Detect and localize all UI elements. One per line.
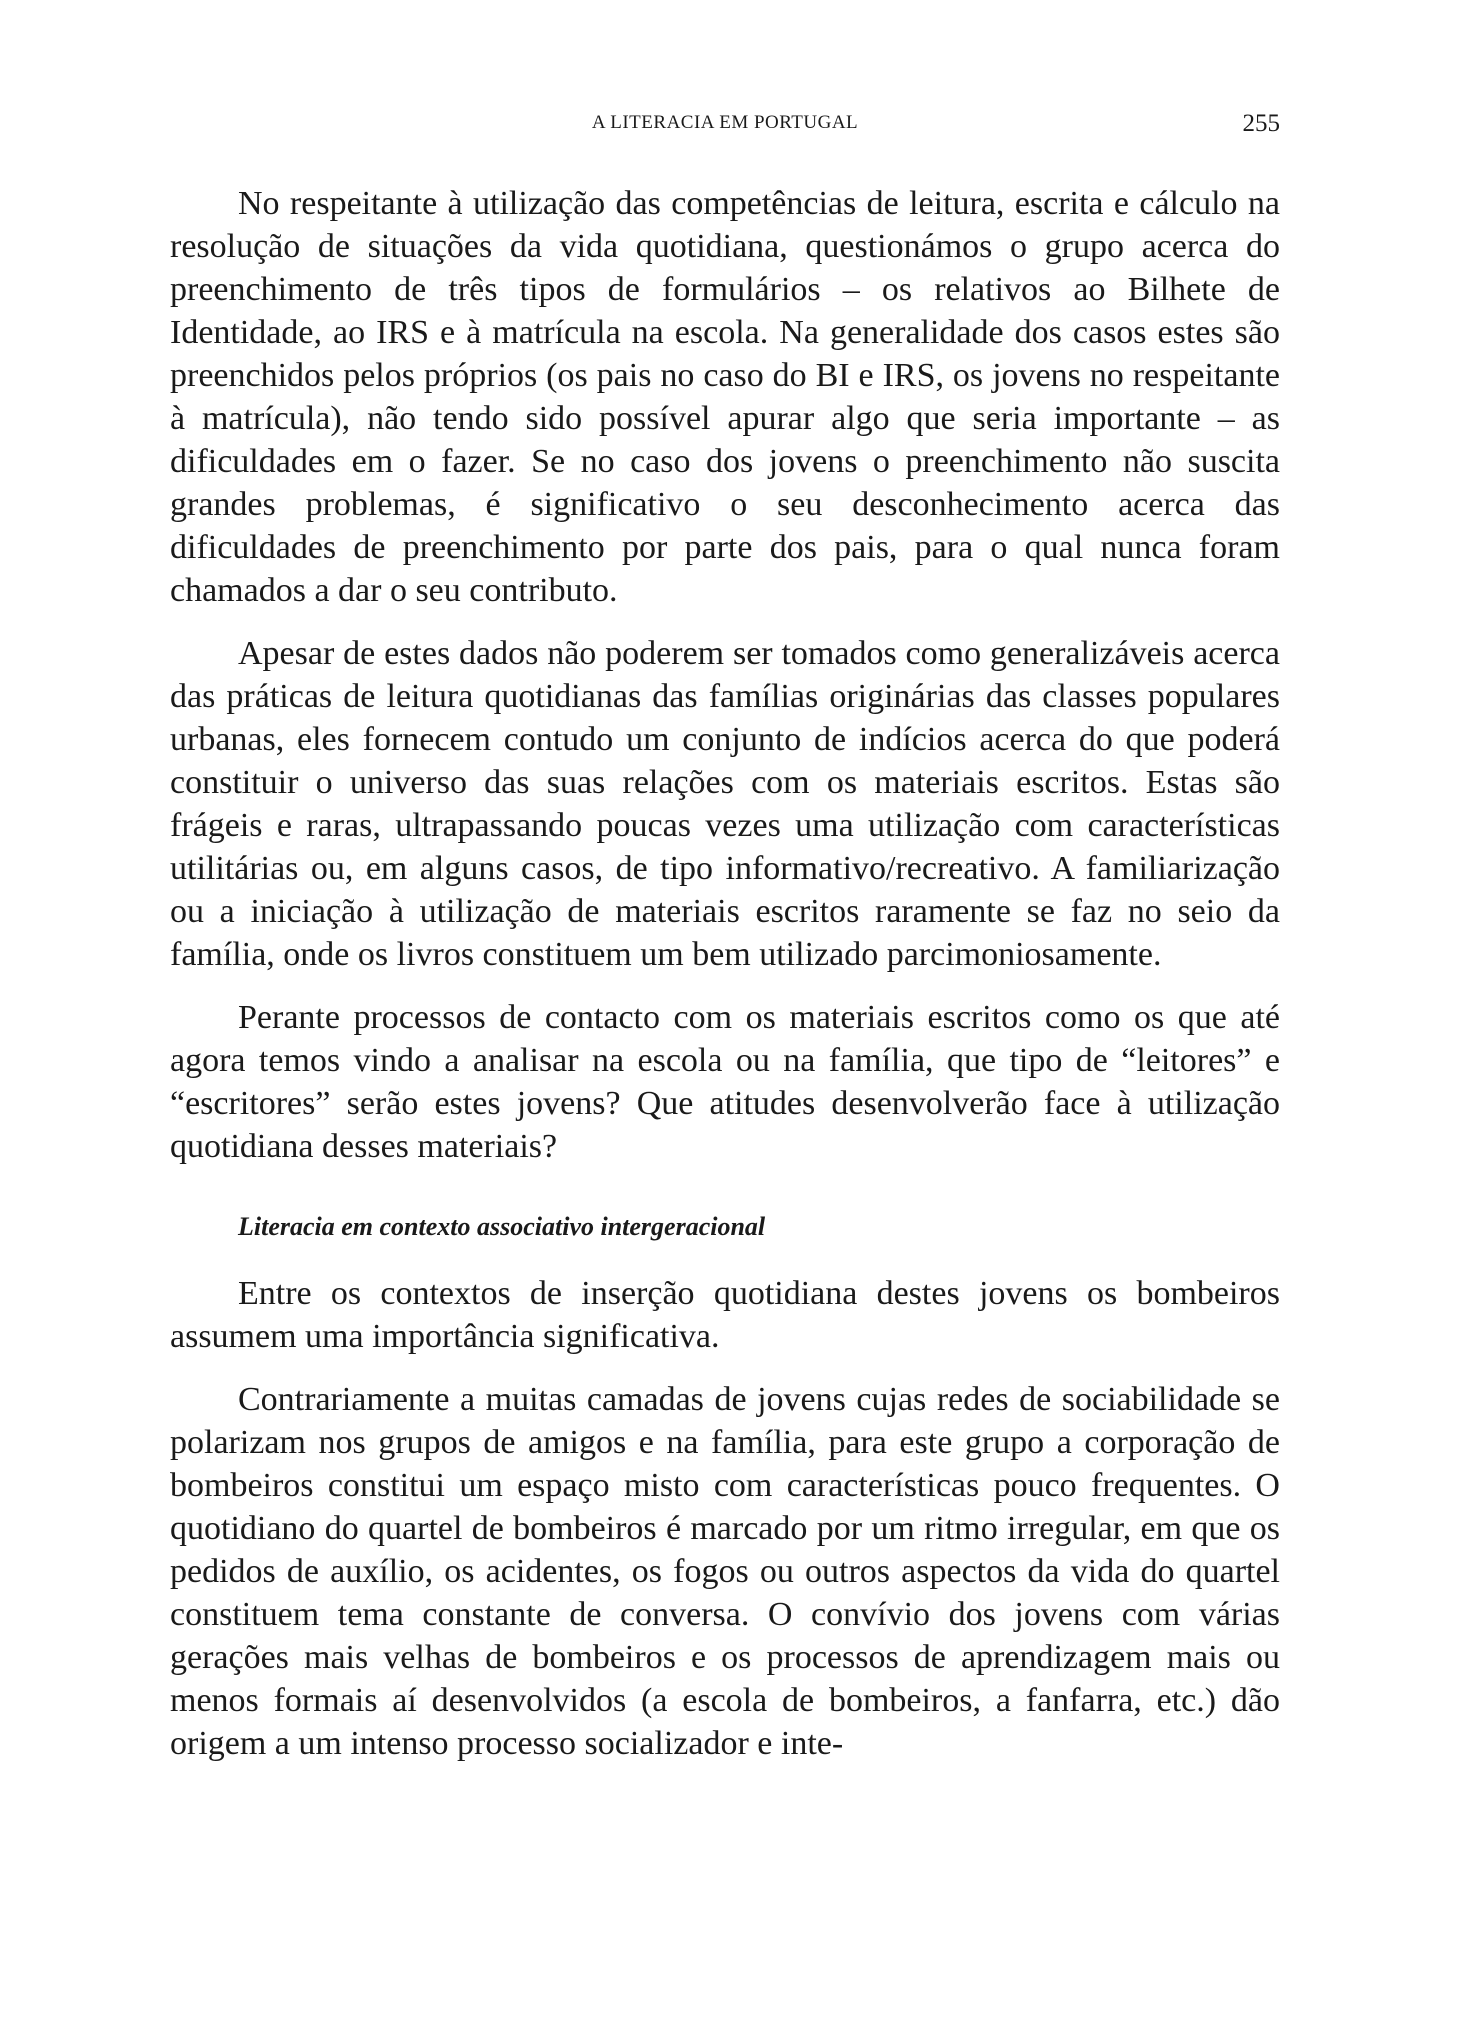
paragraph-readers-question: Perante processos de contacto com os materiais escritos como os que até agora temos vindo a analisar na escola ou na família, que tipo de “leitores” e “escritores” serão estes jovens? Que atitudes desenvolverão face à utilização quotidiana desses materiais? bbox=[170, 999, 1280, 1165]
body-text bbox=[170, 182, 1280, 1765]
running-title: A LITERACIA EM PORTUGAL bbox=[591, 112, 859, 133]
paragraph-firefighters-intro: Entre os contextos de inserção quotidiana destes jovens os bombeiros assumem uma importância significativa. bbox=[170, 1275, 1280, 1355]
section-heading: Literacia em contexto associativo intergeracional bbox=[238, 1212, 766, 1241]
paragraph-forms: No respeitante à utilização das competências de leitura, escrita e cálculo na resolução de situações da vida quotidiana, questionámos o grupo acerca do preenchimento de três tipos de formulários – os relativos ao Bilhete de Identidade, ao IRS e à matrícula na escola. Na generalidade dos casos estes são preenchidos pelos próprios (os pais no caso do BI e IRS, os jovens no respeitante à matrícula), não tendo sido possível apurar algo que seria importante – as dificuldades em o fazer. Se no caso dos jovens o preenchimento não suscita grandes problemas, é significativo o seu desconhecimento acerca das dificuldades de preenchimento por parte dos pais, para o qual nunca foram chamados a dar o seu contributo. bbox=[170, 185, 1280, 609]
page-number: 255 bbox=[1242, 110, 1280, 137]
paragraph-firefighters-sociability: Contrariamente a muitas camadas de jovens cujas redes de sociabilidade se polarizam nos grupos de amigos e na família, para este grupo a corporação de bombeiros constitui um espaço misto com características pouco frequentes. O quotidiano do quartel de bombeiros é marcado por um ritmo irregular, em que os pedidos de auxílio, os acidentes, os fogos ou outros aspectos da vida do quartel constituem tema constante de conversa. O convívio dos jovens com várias gerações mais velhas de bombeiros e os processos de aprendizagem mais ou menos formais aí desenvolvidos (a escola de bombeiros, a fanfarra, etc.) dão origem a um intenso processo socializador e inte- bbox=[170, 1381, 1280, 1762]
running-head bbox=[170, 112, 1280, 142]
paragraph-reading-practices: Apesar de estes dados não poderem ser tomados como generalizáveis acerca das práticas de leitura quotidianas das famílias originárias das classes populares urbanas, eles fornecem contudo um conjunto de indícios acerca do que poderá constituir o universo das suas relações com os materiais escritos. Estas são frágeis e raras, ultrapassando poucas vezes uma utilização com características utilitárias ou, em alguns casos, de tipo informativo/recreativo. A familiarização ou a iniciação à utilização de materiais escritos raramente se faz no seio da família, onde os livros constituem um bem utilizado parcimoniosamente. bbox=[170, 635, 1280, 973]
